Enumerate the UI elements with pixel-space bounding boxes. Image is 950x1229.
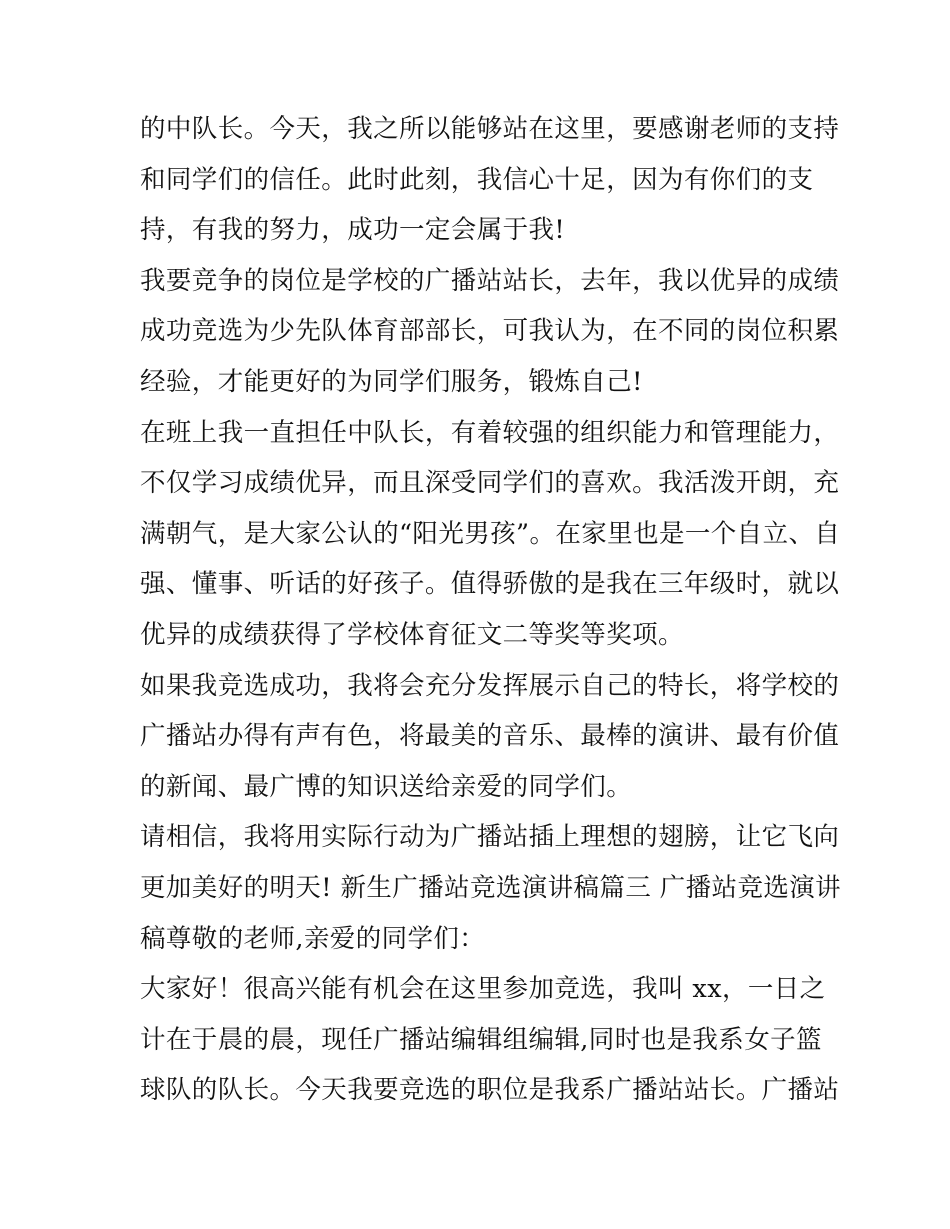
text-line: 在班上我一直担任中队长，有着较强的组织能力和管理能力， [140,417,840,448]
text-line: 和同学们的信任。此时此刻，我信心十足，因为有你们的支 [140,164,814,195]
text-line: 请相信，我将用实际行动为广播站插上理想的翅膀，让它飞向 [140,822,840,853]
text-line: 的新闻、最广博的知识送给亲爱的同学们。 [140,771,633,802]
text-line: 如果我竞选成功，我将会充分发挥展示自己的特长，将学校的 [140,670,840,701]
text-line: 强、懂事、听话的好孩子。值得骄傲的是我在三年级时，就以 [140,569,840,600]
text-line: 经验，才能更好的为同学们服务，锻炼自己! [140,366,643,397]
text-line: 计在于晨的晨，现任广播站编辑组编辑,同时也是我系女子篮 [140,1024,822,1055]
text-line: 的中队长。今天，我之所以能够站在这里，要感谢老师的支持 [140,114,840,144]
text-line: 不仅学习成绩优异，而且深受同学们的喜欢。我活泼开朗，充 [140,468,840,499]
document-body [140,104,842,1116]
text-line: 优异的成绩获得了学校体育征文二等奖等奖项。 [140,619,684,650]
text-line: 大家好！很高兴能有机会在这里参加竞选，我叫 xx，一日之 [140,974,826,1005]
text-line: 持，有我的努力，成功一定会属于我! [140,215,566,246]
text-line: 成功竞选为少先队体育部部长，可我认为，在不同的岗位积累 [140,316,840,347]
text-line: 更加美好的明天! 新生广播站竞选演讲稿篇三 广播站竞选演讲 [140,872,842,903]
text-line: 广播站办得有声有色，将最美的音乐、最棒的演讲、最有价值 [140,721,840,752]
text-line: 我要竞争的岗位是学校的广播站站长，去年，我以优异的成绩 [140,265,840,296]
text-line: 满朝气，是大家公认的“阳光男孩”。在家里也是一个自立、自 [140,518,841,549]
text-line: 球队的队长。今天我要竞选的职位是我系广播站站长。广播站 [140,1075,840,1106]
text-line: 稿尊敬的老师,亲爱的同学们： [140,923,486,954]
